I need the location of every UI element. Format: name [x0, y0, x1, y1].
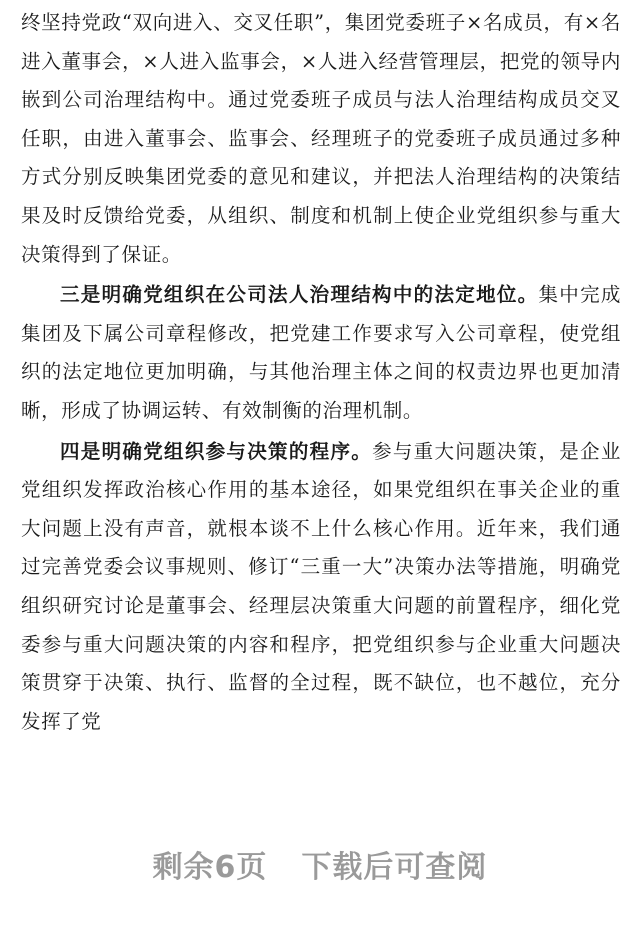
download-banner[interactable]: [0, 846, 640, 890]
document-page: [21, 4, 621, 741]
paragraph-3-text: 参与重大问题决策，是企业党组织发挥政治核心作用的基本途径，如果党组织在事关企业的重大问题上没有声音，就根本谈不上什么核心作用。近年来，我们通过完善党委会议事规则、修订“三重一大”决策办法等措施，明确党组织研究讨论是董事会、经理层决策重大问题的前置程序，细化党委参与重大问题决策的内容和程序，把党组织参与企业重大问题决策贯穿于决策、执行、监督的全过程，既不缺位，也不越位，充分发挥了党: [21, 439, 621, 733]
paragraph-2-heading: 三是明确党组织在公司法人治理结构中的法定地位。: [60, 283, 539, 307]
paragraph-3-heading: 四是明确党组织参与决策的程序。: [60, 439, 373, 463]
remaining-pages-label: 剩余6页: [152, 850, 268, 885]
paragraph-1-text: 终坚持党政“双向进入、交叉任职”，集团党委班子×名成员，有×名进入董事会，×人进入监事会，×人进入经营管理层，把党的领导内嵌到公司治理结构中。通过党委班子成员与法人治理结构成员交叉任职，由进入董事会、监事会、经理班子的党委班子成员通过多种方式分别反映集团党委的意见和建议，并把法人治理结构的决策结果及时反馈给党委，从组织、制度和机制上使企业党组织参与重大决策得到了保证。: [21, 11, 621, 266]
paragraph-four: [21, 433, 621, 742]
paragraph-2-text: 集中完成集团及下属公司章程修改，把党建工作要求写入公司章程，使党组织的法定地位更加明确，与其他治理主体之间的权责边界也更加清晰，形成了协调运转、有效制衡的治理机制。: [21, 283, 621, 422]
download-to-view-label: 下载后可查阅: [301, 850, 488, 885]
paragraph-continuation: [21, 4, 621, 274]
paragraph-three: [21, 276, 621, 430]
